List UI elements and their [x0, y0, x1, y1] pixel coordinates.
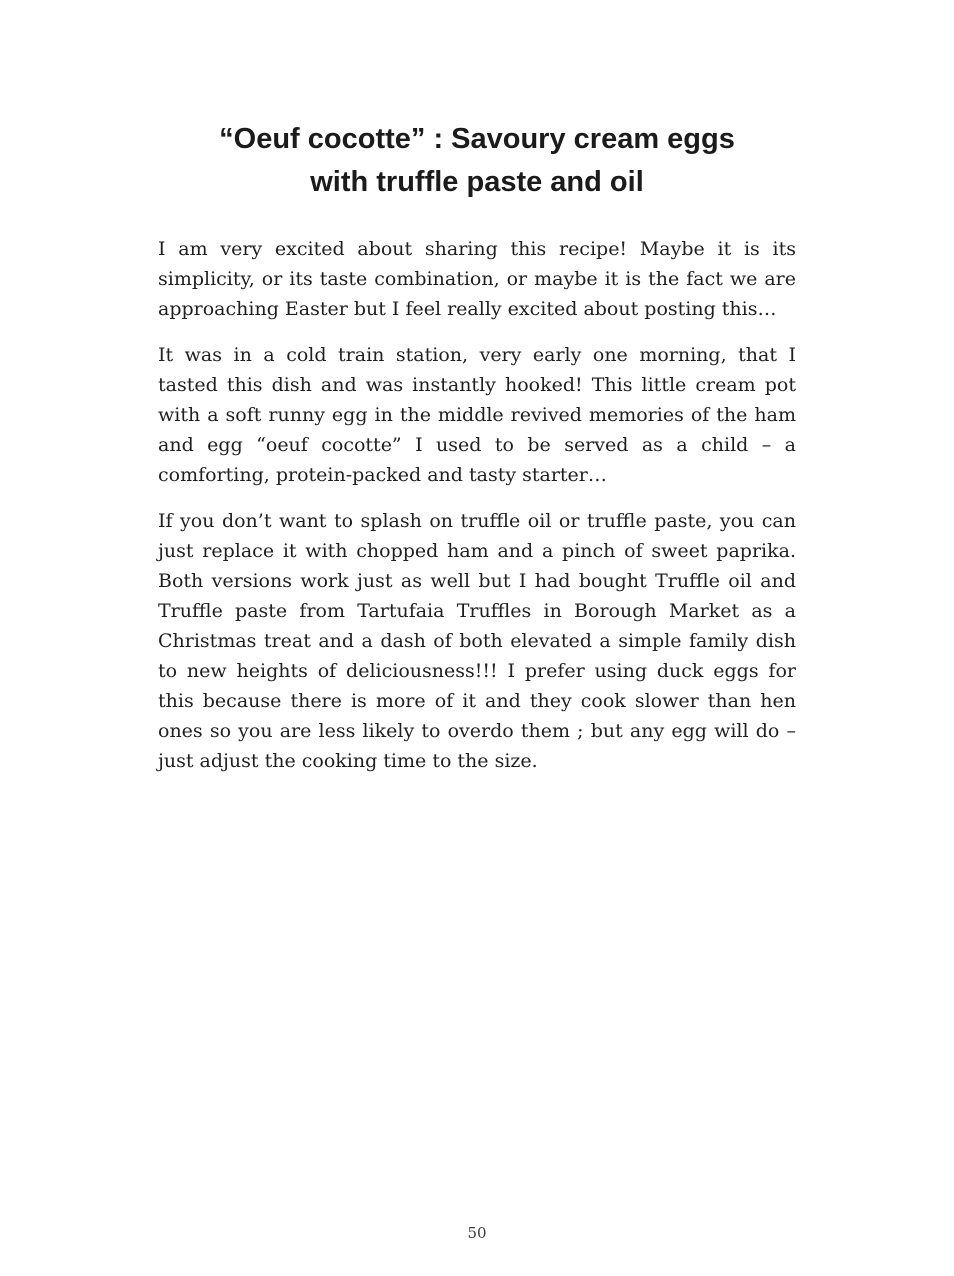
paragraph-intro: I am very excited about sharing this recipe! Maybe it is its simplicity, or its taste combination, or maybe it is the fact we are approaching Easter but I feel really excited about posting this…: [158, 238, 796, 320]
paragraph-memory: It was in a cold train station, very early one morning, that I tasted this dish and was instantly hooked! This little cream pot with a soft runny egg in the middle revived memories of the ham and egg “oeuf cocotte” I used to be served as a child – a comforting, protein-packed and tasty starter…: [158, 344, 796, 486]
paragraph-ingredients: If you don’t want to splash on truffle oil or truffle paste, you can just replace it with chopped ham and a pinch of sweet paprika. Both versions work just as well but I had bought Truffle oil and Truffle paste from Tartufaia Truffles in Borough Market as a Christmas treat and a dash of both elevated a simple family dish to new heights of deliciousness!!! I prefer using duck eggs for this because there is more of it and they cook slower than hen ones so you are less likely to overdo them ; but any egg will do – just adjust the cooking time to the size.: [158, 510, 796, 772]
page-title: [158, 118, 796, 204]
page-title-line-1: “Oeuf cocotte” : Savoury cream eggs: [219, 123, 735, 155]
page-content: [158, 118, 796, 792]
page-title-line-2: with truffle paste and oil: [310, 166, 644, 198]
body-text: [158, 234, 796, 776]
page-number: 50: [467, 1224, 487, 1242]
